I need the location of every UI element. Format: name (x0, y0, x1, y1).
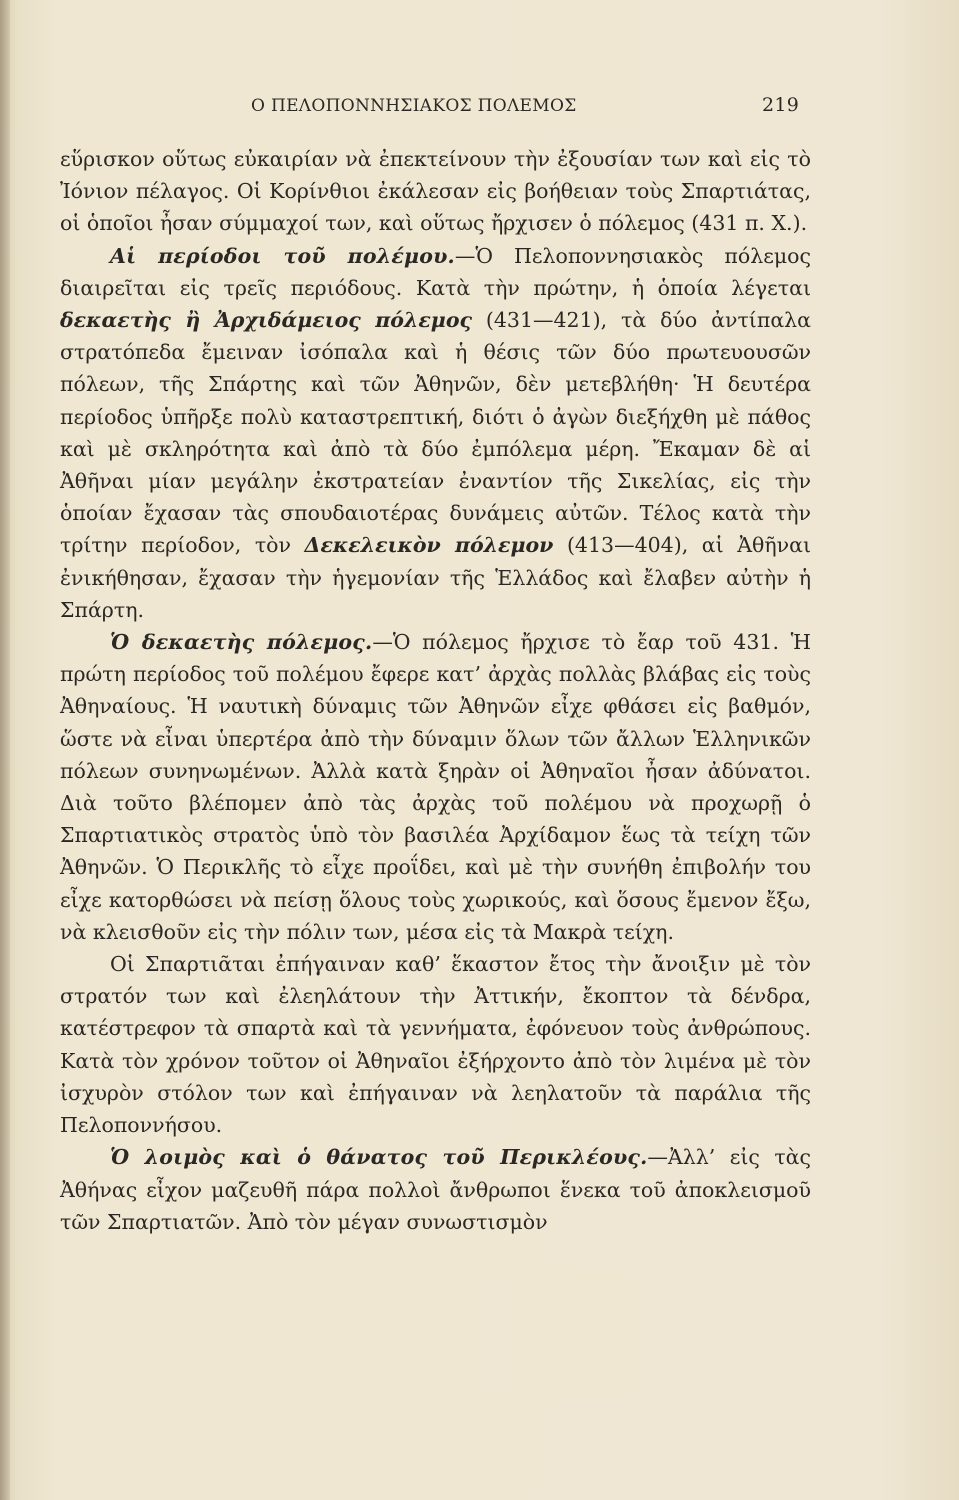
paragraph-decade-war-text: —Ὁ πόλεμος ἤρχισε τὸ ἔαρ τοῦ 431. Ἡ πρώτη περίοδος τοῦ πολέμου ἔφερε κατ’ ἀρχὰς πολλὰς βλάβας εἰς τοὺς Ἀθηναίους. Ἡ ναυτικὴ δύναμις τῶν Ἀθηνῶν εἶχε φθάσει εἰς βαθμόν, ὥστε νὰ εἶναι ὑπερτέρα ἀπὸ τὴν δύναμιν ὅλων τῶν ἄλλων Ἑλληνικῶν πόλεων συνηνωμένων. Ἀλλὰ κατὰ ξηρὰν οἱ Ἀθηναῖοι ἦσαν ἀδύνατοι. Διὰ τοῦτο βλέπομεν ἀπὸ τὰς ἀρχὰς τοῦ πολέμου νὰ προχωρῇ ὁ Σπαρτιατικὸς στρατὸς ὑπὸ τὸν βασιλέα Ἀρχίδαμον ἕως τὰ τείχη τῶν Ἀθηνῶν. Ὁ Περικλῆς τὸ εἶχε προΐδει, καὶ μὲ τὴν συνήθη ἐπιβολήν του εἶχε κατορθώσει νὰ πείσῃ ὅλους τοὺς χωρικούς, καὶ ὅσους ἔμενον ἔξω, νὰ κλεισθοῦν εἰς τὴν πόλιν των, μέσα εἰς τὰ Μακρὰ τείχη. (60, 630, 811, 944)
paragraph-1 (60, 143, 811, 240)
paragraph-1-text: εὕρισκον οὕτως εὐκαιρίαν νὰ ἐπεκτείνουν τὴν ἐξουσίαν των καὶ εἰς τὸ Ἰόνιον πέλαγος. Οἱ Κορίνθιοι ἐκάλεσαν εἰς βοήθειαν τοὺς Σπαρτιάτας, οἱ ὁποῖοι ἦσαν σύμμαχοί των, καὶ οὕτως ἤρχισεν ὁ πόλεμος (431 π. Χ.). (60, 147, 811, 236)
body-text (60, 143, 811, 1238)
book-spine-shadow (0, 0, 10, 1500)
paragraph-plague (60, 1141, 811, 1238)
paragraph-spartan-raids (60, 948, 811, 1141)
paragraph-plague-text: —Ἀλλ’ εἰς τὰς Ἀθήνας εἶχον μαζευθῆ πάρα πολλοὶ ἄνθρωποι ἕνεκα τοῦ ἀποκλεισμοῦ τῶν Σπαρτιατῶν. Ἀπὸ τὸν μέγαν συνωστισμὸν (60, 1145, 811, 1234)
running-head (60, 92, 800, 122)
term-decelean-war: Δεκελεικὸν πόλεμον (304, 533, 554, 558)
section-heading-decade-war: Ὁ δεκαετὴς πόλεμος. (110, 630, 373, 655)
paragraph-periods-text-c: (413—404), αἱ Ἀθῆναι ἐνικήθησαν, ἔχασαν τὴν ἡγεμονίαν τῆς Ἑλλάδος καὶ ἔλαβεν αὐτὴν ἡ Σπάρτη. (60, 533, 811, 622)
paragraph-periods-text-b: (431—421), τὰ δύο ἀντίπαλα στρατόπεδα ἔμειναν ἰσόπαλα καὶ ἡ θέσις τῶν δύο πρωτευουσῶν πόλεων, τῆς Σπάρτης καὶ τῶν Ἀθηνῶν, δὲν μετεβλήθη· Ἡ δευτέρα περίοδος ὑπῆρξε πολὺ καταστρεπτική, διότι ὁ ἀγὼν διεξήχθη μὲ πάθος καὶ μὲ σκληρότητα καὶ ἀπὸ τὰ δύο ἐμπόλεμα μέρη. Ἔκαμαν δὲ αἱ Ἀθῆναι μίαν μεγάλην ἐκστρατείαν ἐναντίον τῆς Σικελίας, εἰς τὴν ὁποίαν ἔχασαν τὰς σπουδαιοτέρας δυνάμεις αὐτῶν. Τέλος κατὰ τὴν τρίτην περίοδον, τὸν (60, 308, 811, 558)
paragraph-periods (60, 240, 811, 626)
term-archidamian-war: δεκαετὴς ἢ Ἀρχιδάμειος πόλεμος (60, 308, 472, 333)
running-title: Ο ΠΕΛΟΠΟΝΝΗΣΙΑΚΟΣ ΠΟΛΕΜΟΣ (251, 96, 577, 116)
section-heading-plague: Ὁ λοιμὸς καὶ ὁ θάνατος τοῦ Περικλέους. (110, 1145, 648, 1170)
paragraph-decade-war (60, 626, 811, 948)
paragraph-spartan-raids-text: Οἱ Σπαρτιᾶται ἐπήγαιναν καθ’ ἕκαστον ἔτος τὴν ἄνοιξιν μὲ τὸν στρατόν των καὶ ἐλεηλάτουν τὴν Ἀττικήν, ἔκοπτον τὰ δένδρα, κατέστρεφον τὰ σπαρτὰ καὶ τὰ γεννήματα, ἐφόνευον τοὺς ἀνθρώπους. Κατὰ τὸν χρόνον τοῦτον οἱ Ἀθηναῖοι ἐξήρχοντο ἀπὸ τὸν λιμένα μὲ τὸν ἰσχυρὸν στόλον των καὶ ἐπήγαιναν νὰ λεηλατοῦν τὰ παράλια τῆς Πελοποννήσου. (60, 952, 811, 1138)
page-number: 219 (762, 94, 800, 116)
paragraph-periods-text-a: —Ὁ Πελοποννησιακὸς πόλεμος διαιρεῖται εἰς τρεῖς περιόδους. Κατὰ τὴν πρώτην, ἡ ὁποία λέγεται (60, 243, 811, 300)
section-heading-periods: Αἱ περίοδοι τοῦ πολέμου. (110, 243, 455, 268)
